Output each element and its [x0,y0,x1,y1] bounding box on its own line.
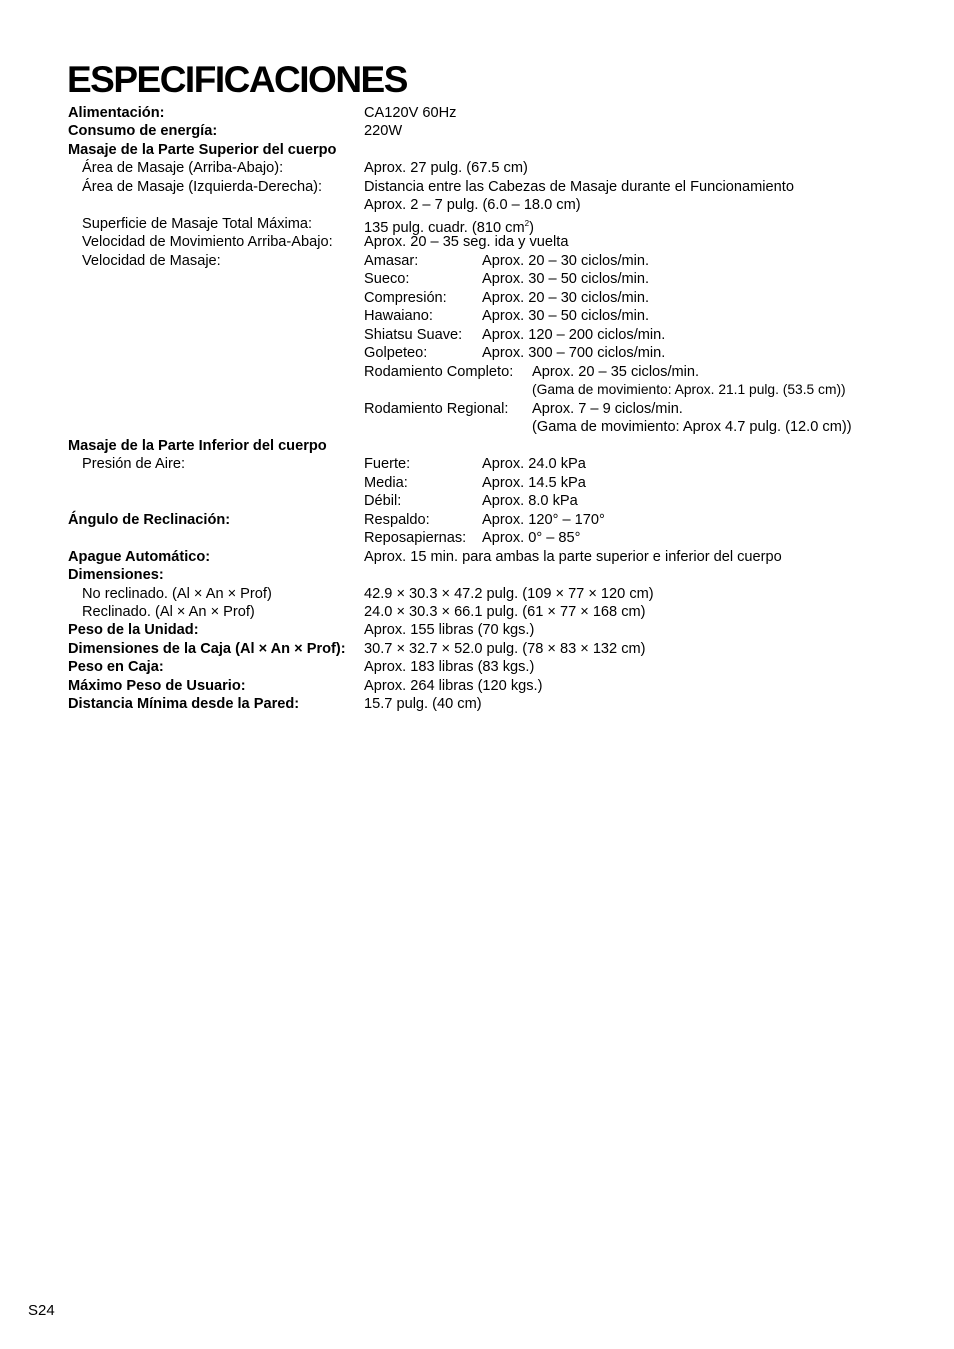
spec-value: Sueco: [364,271,410,287]
spec-value: Aprox. 15 min. para ambas la parte superior e inferior del cuerpo [364,549,782,565]
spec-row [0,122,954,141]
spec-value: 220W [364,123,403,139]
spec-sublabel: Área de Masaje (Izquierda-Derecha): [82,179,323,195]
spec-row [0,474,954,493]
spec-row [0,603,954,622]
spec-value: 42.9 × 30.3 × 47.2 pulg. (109 × 77 × 120 cm) [364,586,654,602]
spec-heading: Consumo de energía: [68,123,218,139]
spec-heading: Alimentación: [68,105,165,121]
spec-detail: Aprox. 20 – 35 ciclos/min. [532,364,700,380]
spec-row [0,104,954,123]
spec-detail: Aprox. 8.0 kPa [482,493,578,509]
spec-detail: (Gama de movimiento: Aprox. 21.1 pulg. (53.5 cm)) [532,382,846,397]
spec-row [0,566,954,585]
spec-value: 135 pulg. cuadr. (810 $cm^2$) [364,219,534,236]
spec-heading: Peso de la Unidad: [68,622,199,638]
spec-detail: Aprox. 24.0 kPa [482,456,586,472]
spec-value: Débil: [364,493,402,509]
spec-row [0,141,954,160]
spec-detail: Aprox. 20 – 30 ciclos/min. [482,290,650,306]
spec-detail: Aprox. 120° – 170° [482,512,605,528]
spec-sublabel: Velocidad de Masaje: [82,253,221,269]
spec-detail: Aprox. 0° – 85° [482,530,581,546]
spec-row [0,585,954,604]
spec-value: Reposapiernas: [364,530,467,546]
spec-detail: Aprox. 30 – 50 ciclos/min. [482,271,650,287]
spec-heading: Apague Automático: [68,549,211,565]
spec-row [0,677,954,696]
spec-heading: Dimensiones: [68,567,164,583]
spec-row [0,640,954,659]
spec-value: 30.7 × 32.7 × 52.0 pulg. (78 × 83 × 132 cm) [364,641,646,657]
spec-value: Media: [364,475,408,491]
spec-detail: Aprox. 300 – 700 ciclos/min. [482,345,666,361]
spec-heading: Dimensiones de la Caja (Al × An × Prof): [68,641,346,657]
spec-detail: Aprox. 14.5 kPa [482,475,586,491]
spec-value: CA120V 60Hz [364,105,457,121]
spec-row [0,400,954,419]
page-title: ESPECIFICACIONES [67,59,407,100]
spec-value: Rodamiento Completo: [364,364,514,380]
spec-row [0,196,954,215]
spec-row [0,529,954,548]
spec-detail: Aprox. 120 – 200 ciclos/min. [482,327,666,343]
superscript: 2 [524,219,530,228]
spec-detail: (Gama de movimiento: Aprox 4.7 pulg. (12.0 cm)) [532,419,852,435]
spec-row [0,511,954,530]
spec-row [0,307,954,326]
spec-row [0,621,954,640]
spec-value: 24.0 × 30.3 × 66.1 pulg. (61 × 77 × 168 cm) [364,604,646,620]
spec-heading: Distancia Mínima desde la Pared: [68,696,300,712]
spec-row [0,363,954,382]
spec-value: Rodamiento Regional: [364,401,509,417]
spec-sublabel: Superficie de Masaje Total Máxima: [82,216,313,232]
spec-row [0,695,954,714]
spec-row [0,658,954,677]
spec-value: Hawaiano: [364,308,433,324]
spec-detail: Aprox. 20 – 30 ciclos/min. [482,253,650,269]
spec-sublabel: Presión de Aire: [82,456,186,472]
spec-row [0,344,954,363]
spec-value: Shiatsu Suave: [364,327,463,343]
spec-row [0,326,954,345]
spec-row [0,455,954,474]
spec-sublabel: Reclinado. (Al × An × Prof) [82,604,255,620]
spec-value: Respaldo: [364,512,430,528]
spec-value: Fuerte: [364,456,411,472]
spec-row [0,381,954,400]
spec-value: Aprox. 20 – 35 seg. ida y vuelta [364,234,569,250]
spec-row [0,270,954,289]
spec-sublabel: Velocidad de Movimiento Arriba-Abajo: [82,234,333,250]
spec-heading: Peso en Caja: [68,659,164,675]
spec-detail: Aprox. 30 – 50 ciclos/min. [482,308,650,324]
spec-value: Aprox. 264 libras (120 kgs.) [364,678,543,694]
spec-value: Compresión: [364,290,447,306]
page-number: S24 [28,1302,55,1319]
spec-row [0,289,954,308]
spec-row [0,215,954,234]
spec-heading: Masaje de la Parte Superior del cuerpo [68,142,337,158]
spec-row [0,548,954,567]
spec-value: Aprox. 155 libras (70 kgs.) [364,622,535,638]
spec-value: Aprox. 2 – 7 pulg. (6.0 – 18.0 cm) [364,197,581,213]
spec-row [0,159,954,178]
spec-row [0,233,954,252]
spec-heading: Máximo Peso de Usuario: [68,678,246,694]
spec-value: Golpeteo: [364,345,428,361]
spec-row [0,418,954,437]
spec-value: 15.7 pulg. (40 cm) [364,696,482,712]
spec-value: Aprox. 183 libras (83 kgs.) [364,659,535,675]
spec-detail: Aprox. 7 – 9 ciclos/min. [532,401,683,417]
spec-row [0,437,954,456]
spec-heading: Ángulo de Reclinación: [68,512,231,528]
spec-row [0,492,954,511]
spec-value: Distancia entre las Cabezas de Masaje durante el Funcionamiento [364,179,794,195]
spec-heading: Masaje de la Parte Inferior del cuerpo [68,438,327,454]
spec-row [0,178,954,197]
spec-value: Aprox. 27 pulg. (67.5 cm) [364,160,528,176]
spec-sublabel: Área de Masaje (Arriba-Abajo): [82,160,284,176]
spec-sublabel: No reclinado. (Al × An × Prof) [82,586,272,602]
spec-row [0,252,954,271]
spec-value: Amasar: [364,253,419,269]
